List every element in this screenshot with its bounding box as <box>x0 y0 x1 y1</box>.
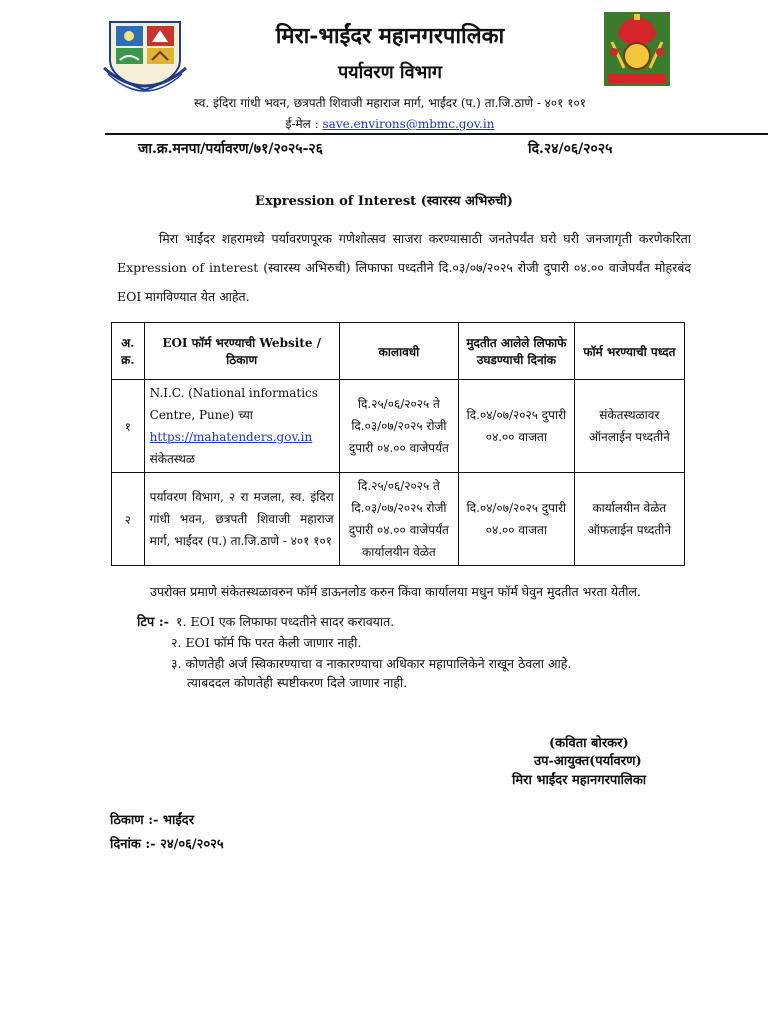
reference-date: दि.२४/०६/२०२५ <box>528 141 613 157</box>
cell-period: दि.२५/०६/२०२५ ते दि.०३/०७/२०२५ रोजी दुपारी ०४.०० वाजेपर्यंत <box>339 380 458 473</box>
mahatenders-link[interactable]: https://mahatenders.gov.in <box>149 430 313 444</box>
cell-website <box>144 380 339 473</box>
header-submission-mode: फॉर्म भरण्याची पध्दत <box>574 323 684 380</box>
tip-item-continuation: त्याबददल कोणतेही स्पष्टीकरण दिले जाणार नाही. <box>187 675 408 690</box>
cell-opening-date: दि.०४/०७/२०२५ दुपारी ०४.०० वाजता <box>459 380 575 473</box>
email-label: ई-मेल : <box>285 117 319 131</box>
cell-serial-no: २ <box>112 473 145 566</box>
place-line: ठिकाण :- भाईंदर <box>110 813 195 828</box>
cell-serial-no: १ <box>112 380 145 473</box>
cell-submission-mode: संकेतस्थळावर ऑनलाईन पध्दतीने <box>574 380 684 473</box>
email-line <box>150 115 630 132</box>
signatory-organization: मिरा भाईंदर महानगरपालिका <box>512 773 647 788</box>
table-row <box>112 380 685 473</box>
header-serial-no: अ. क्र. <box>112 323 145 380</box>
header-website: EOI फॉर्म भरण्याची Website / ठिकाण <box>144 323 339 380</box>
intro-paragraph: मिरा भाईंदर शहरामध्ये पर्यावरणपूरक गणेशोत्सव साजरा करण्यासाठी जनतेपर्यंत घरो घरी जनजागृती करणेकरिता Expression of interest (स्वारस्य अभिरुची) लिफाफा पध्दतीने दि.०३/०७/२०२५ रोजी दुपारी ०४.०० वाजेपर्यंत मोहरबंद EOI मागविण्यात येत आहेत. <box>117 231 691 304</box>
eoi-schedule-table <box>111 322 685 566</box>
cell-period: दि.२५/०६/२०२५ ते दि.०३/०७/२०२५ रोजी दुपारी ०४.०० वाजेपर्यंत कार्यालयीन वेळेत <box>339 473 458 566</box>
tip-item: २. EOI फॉर्म फि परत केली जाणार नाही. <box>171 635 362 650</box>
cell-website: पर्यावरण विभाग, २ रा मजला, स्व. इंदिरा गांधी भवन, छत्रपती शिवाजी महाराज मार्ग, भाईंदर (प.) ता.जि.ठाणे - ४०१ १०१ <box>144 473 339 566</box>
reference-number: जा.क्र.मनपा/पर्यावरण/७१/२०२५-२६ <box>138 141 323 157</box>
tips-label: टिप :- <box>137 615 170 630</box>
website-suffix: संकेतस्थळ <box>149 452 196 466</box>
office-address: स्व. इंदिरा गांधी भवन, छत्रपती शिवाजी महाराज मार्ग, भाईंदर (प.) ता.जि.ठाणे - ४०१ १०१ <box>194 96 586 110</box>
header-opening-date: मुदतीत आलेले लिफाफे उघडण्याची दिनांक <box>459 323 575 380</box>
table-header-row <box>112 323 685 380</box>
signatory-designation: उप-आयुक्त(पर्यावरण) <box>534 754 642 769</box>
signatory-name: (कविता बोरकर) <box>549 736 629 751</box>
website-text: N.I.C. (National informatics Centre, Pune) च्या <box>149 386 318 422</box>
organization-title: मिरा-भाईंदर महानगरपालिका <box>275 23 505 49</box>
tip-item: ३. कोणतेही अर्ज स्विकारण्याचा व नाकारण्याचा अधिकार महापालिकेने राखून ठेवला आहे. <box>171 656 572 671</box>
header-period: कालावधी <box>339 323 458 380</box>
download-note: उपरोक्त प्रमाणे संकेतस्थळावरुन फॉर्म डाऊनलोड करुन किंवा कार्यालया मधुन फॉर्म घेवुन मुदतीत भरता येतील. <box>150 584 641 599</box>
document-title: Expression of Interest (स्वारस्य अभिरुची) <box>255 194 513 209</box>
environment-emblem-logo <box>604 12 670 86</box>
department-title: पर्यावरण विभाग <box>337 62 443 83</box>
mbmc-emblem-logo <box>102 16 188 96</box>
tip-item: १. EOI एक लिफाफा पध्दतीने सादर करावयात. <box>176 614 395 629</box>
cell-opening-date: दि.०४/०७/२०२५ दुपारी ०४.०० वाजता <box>459 473 575 566</box>
email-link[interactable]: save.environs@mbmc.gov.in <box>322 117 495 131</box>
cell-submission-mode: कार्यालयीन वेळेत ऑफलाईन पध्दतीने <box>574 473 684 566</box>
header-divider <box>105 133 768 135</box>
table-row <box>112 473 685 566</box>
date-line: दिनांक :- २४/०६/२०२५ <box>110 837 224 852</box>
